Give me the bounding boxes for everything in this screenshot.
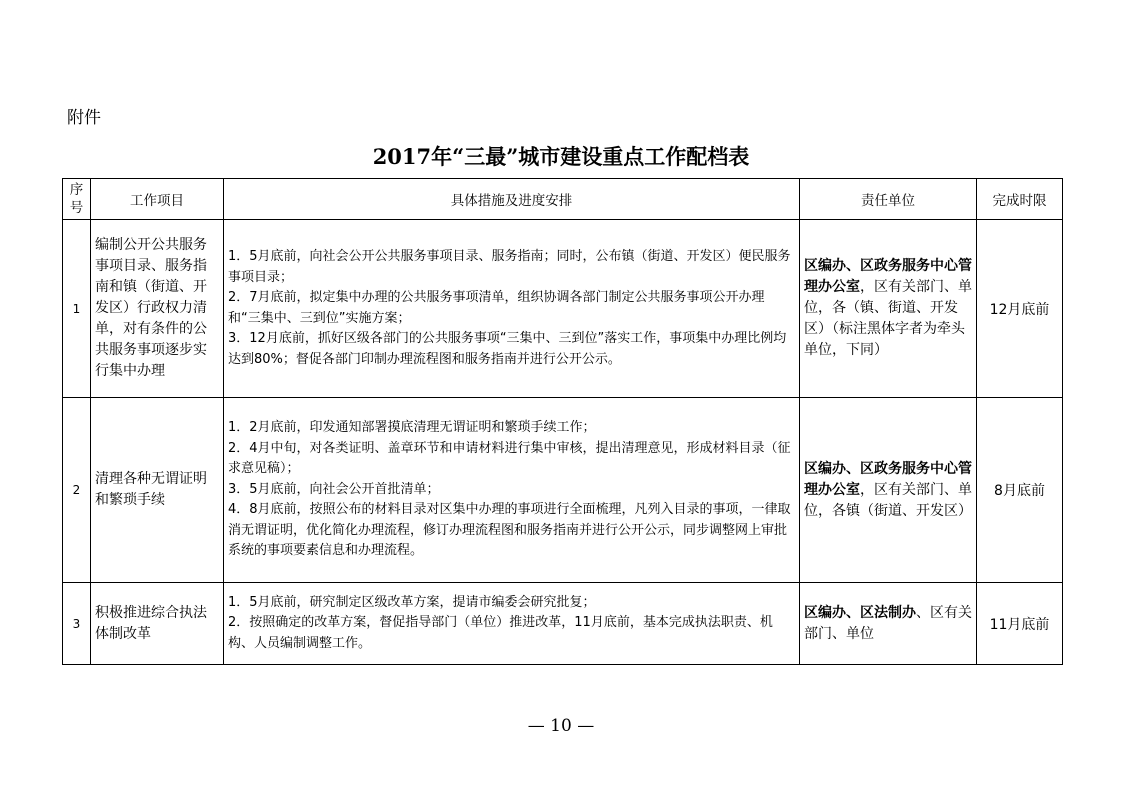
table-row	[63, 583, 1063, 665]
table-header-row	[63, 179, 1063, 220]
measure-line: 2．按照确定的改革方案，督促指导部门（单位）推进改革，11月底前，基本完成执法职责、机构、人员编制调整工作。	[228, 615, 773, 651]
deadline: 12月底前	[977, 220, 1063, 398]
measure-line: 3．12月底前，抓好区级各部门的公共服务事项“三集中、三到位”落实工作，事项集中办理比例均达到80%；督促各部门印制办理流程图和服务指南并进行公开公示。	[228, 331, 787, 367]
row-number: 1	[63, 220, 91, 398]
lead-unit: 区编办、区政务服务中心管理办公室	[804, 460, 972, 498]
other-units: ，区有关部门、单位，各（镇、街道、开发区）（标注黑体字者为牵头单位，下同）	[804, 279, 972, 358]
measures-cell	[224, 398, 800, 583]
measure-line: 2．4月中旬，对各类证明、盖章环节和申请材料进行集中审核，提出清理意见，形成材料目录（征求意见稿）；	[228, 440, 791, 477]
header-seq	[63, 179, 91, 220]
work-item: 积极推进综合执法体制改革	[91, 583, 224, 665]
header-unit: 责任单位	[800, 179, 977, 220]
measure-line: 4．8月底前，按照公布的材料目录对区集中办理的事项进行全面梳理，凡列入目录的事项，一律取消无谓证明，优化简化办理流程，修订办理流程图和服务指南并进行公开公示，同步调整网上审批系统的事项要素信息和办理流程。	[228, 502, 791, 559]
measures-cell	[224, 220, 800, 398]
measure-line: 3．5月底前，向社会公开首批清单；	[228, 481, 440, 497]
other-units: ，区有关部门、单位，各镇（街道、开发区）	[804, 481, 972, 519]
table-row	[63, 220, 1063, 398]
work-item: 清理各种无谓证明和繁琐手续	[91, 398, 224, 583]
header-measures: 具体措施及进度安排	[224, 179, 800, 220]
header-deadline: 完成时限	[977, 179, 1063, 220]
work-schedule-table	[62, 178, 1063, 665]
other-units: 、区有关部门、单位	[804, 604, 972, 642]
lead-unit: 区编办、区法制办	[804, 604, 916, 621]
lead-unit: 区编办、区政务服务中心管理办公室	[804, 258, 972, 295]
deadline: 8月底前	[977, 398, 1063, 583]
table-row	[63, 398, 1063, 583]
measure-line: 1．2月底前，印发通知部署摸底清理无谓证明和繁琐手续工作；	[228, 420, 596, 436]
document-title: 2017年“三最”城市建设重点工作配档表	[372, 144, 750, 169]
row-number: 3	[63, 583, 91, 665]
header-seq-line2: 号	[69, 200, 84, 216]
measures-cell	[224, 583, 800, 665]
responsible-unit	[800, 583, 977, 665]
header-seq-line1: 序	[69, 182, 84, 198]
header-item: 工作项目	[91, 179, 224, 220]
attachment-label: 附件	[67, 108, 101, 128]
row-number: 2	[63, 398, 91, 583]
measure-line: 2．7月底前，拟定集中办理的公共服务事项清单，组织协调各部门制定公共服务事项公开办理和“三集中、三到位”实施方案；	[228, 290, 765, 326]
measure-line: 1．5月底前，研究制定区级改革方案，提请市编委会研究批复；	[228, 594, 596, 610]
deadline: 11月底前	[977, 583, 1063, 665]
responsible-unit	[800, 220, 977, 398]
work-item: 编制公开公共服务事项目录、服务指南和镇（街道、开发区）行政权力清单，对有条件的公共服务事项逐步实行集中办理	[91, 220, 224, 398]
page-number: — 10 —	[527, 716, 595, 736]
responsible-unit	[800, 398, 977, 583]
measure-line: 1．5月底前，向社会公开公共服务事项目录、服务指南；同时，公布镇（街道、开发区）便民服务事项目录；	[228, 249, 791, 285]
